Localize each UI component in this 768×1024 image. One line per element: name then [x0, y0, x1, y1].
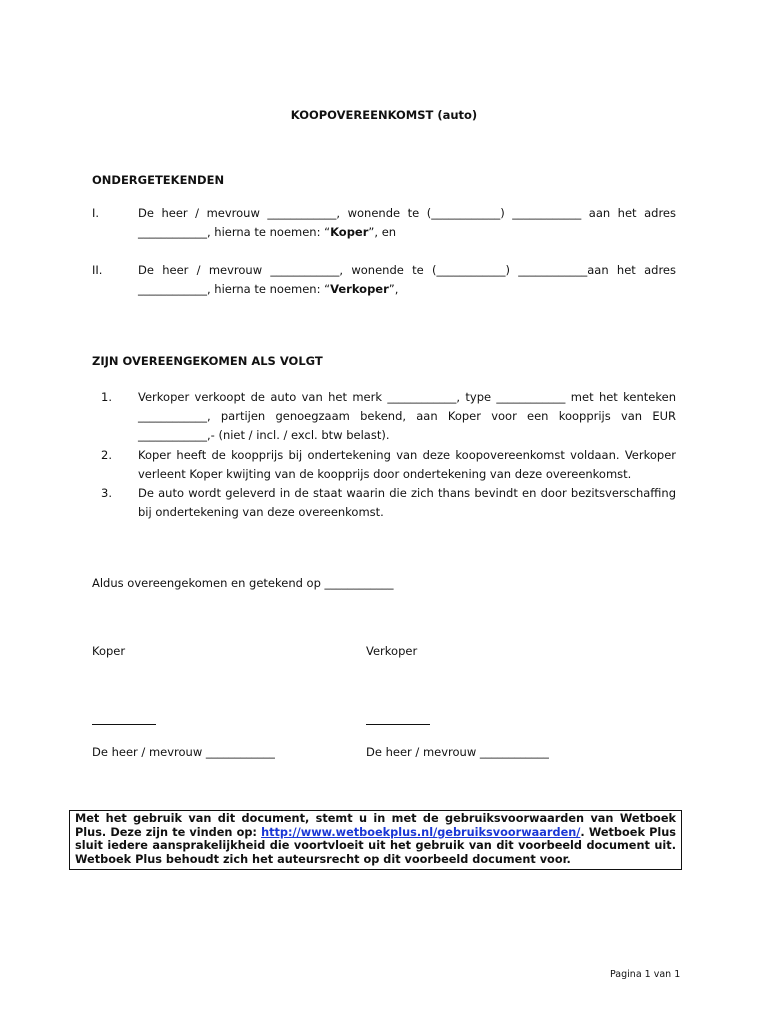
- signature-line-buyer: [92, 724, 156, 725]
- page-number-footer: Pagina 1 van 1: [610, 969, 681, 980]
- party-numeral-1: I.: [92, 206, 100, 220]
- document-title: KOOPOVEREENKOMST (auto): [290, 108, 478, 122]
- party-text-after: ”,: [388, 282, 399, 296]
- notice-text-before: Met het gebruik van dit document, stemt u in met de gebruiksvoorwaarden van Wetboek Plus. Deze zijn te vinden op:: [75, 812, 676, 839]
- clause-number-3: 3.: [101, 486, 112, 500]
- party-role-seller: Verkoper: [330, 282, 389, 296]
- party-text-after: ”, en: [368, 225, 397, 239]
- signature-label-buyer: Koper: [92, 644, 126, 658]
- party-text-before: De heer / mevrouw ____________, wonende te (____________) ____________aan het adres ____________, hierna te noemen: “: [138, 263, 676, 296]
- clause-number-1: 1.: [101, 390, 112, 404]
- party-text-buyer: [138, 204, 676, 242]
- clause-text-1: Verkoper verkoopt de auto van het merk ____________, type ____________ met het kenteken ____________, partijen genoegzaam bekend, aan Koper voor een koopprijs van EUR ____________,- (niet / incl. / excl. btw belast).: [138, 390, 676, 442]
- party-text-before: De heer / mevrouw ____________, wonende te (____________) ____________ aan het adres ____________, hierna te noemen: “: [138, 206, 676, 239]
- signature-line-seller: [366, 724, 430, 725]
- party-role-buyer: Koper: [330, 225, 369, 239]
- party-text-seller: [138, 261, 676, 299]
- section-heading-ondergetekenden: ONDERGETEKENDEN: [92, 173, 225, 187]
- signature-name-buyer: De heer / mevrouw ____________: [92, 745, 275, 759]
- party-numeral-2: II.: [92, 263, 103, 277]
- terms-notice-box: [69, 810, 682, 870]
- notice-text-after: . Wetboek Plus sluit iedere aansprakelijkheid die voortvloeit uit het gebruik van dit voorbeeld document uit. Wetboek Plus behoudt zich het auteursrecht op dit voorbeeld document voor.: [75, 825, 676, 866]
- clause-number-2: 2.: [101, 448, 112, 462]
- agreed-signed-line: Aldus overeengekomen en getekend op ____________: [92, 576, 394, 590]
- signature-label-seller: Verkoper: [366, 644, 418, 658]
- section-heading-overeengekomen: ZIJN OVEREENGEKOMEN ALS VOLGT: [92, 354, 323, 368]
- signature-name-seller: De heer / mevrouw ____________: [366, 745, 549, 759]
- terms-link[interactable]: http://www.wetboekplus.nl/gebruiksvoorwaarden/: [261, 825, 581, 839]
- clause-text-2: Koper heeft de koopprijs bij ondertekening van deze koopovereenkomst voldaan. Verkoper verleent Koper kwijting van de koopprijs door ondertekening van deze overeenkomst.: [138, 448, 676, 481]
- clause-text-3: De auto wordt geleverd in de staat waarin die zich thans bevindt en door bezitsverschaffing bij ondertekening van deze overeenkomst.: [138, 486, 676, 519]
